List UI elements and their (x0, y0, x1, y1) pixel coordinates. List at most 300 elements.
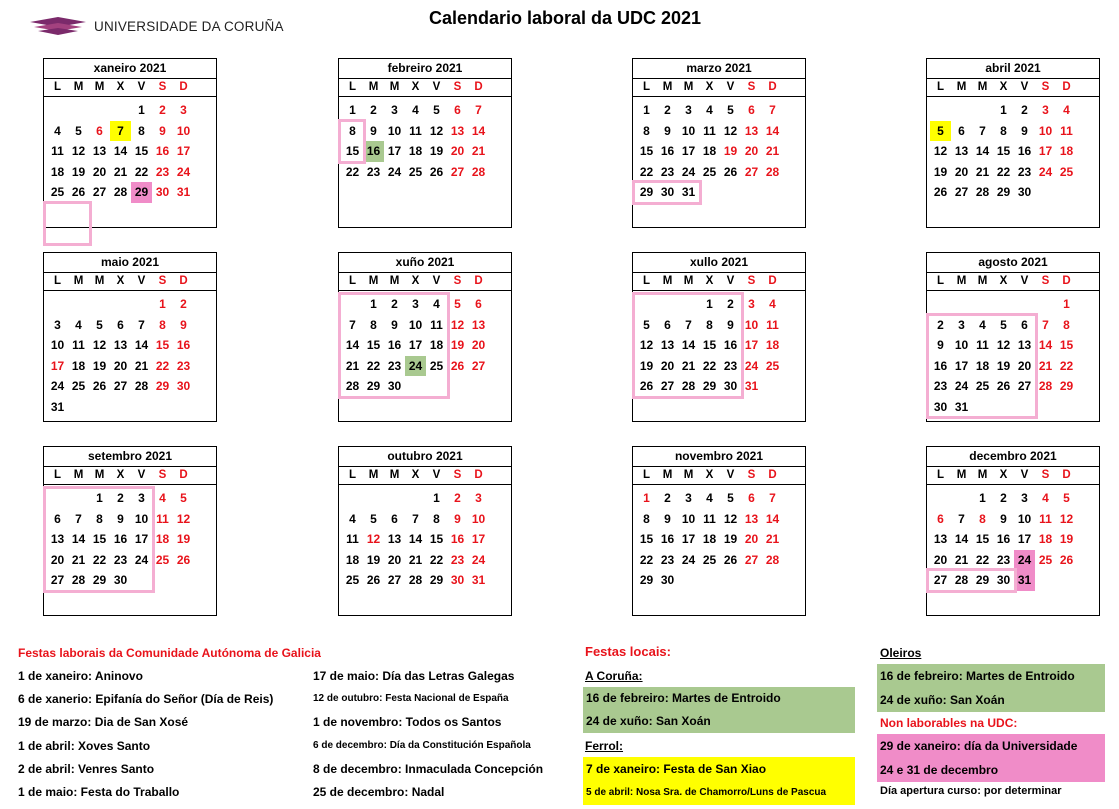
ferrol-title: Ferrol: (585, 739, 624, 753)
weekday-label: M (977, 469, 988, 481)
day-cell: 19 (996, 358, 1011, 373)
day-cell: 22 (366, 358, 381, 373)
day-cell: 29 (429, 573, 444, 587)
day-cell: 14 (1038, 338, 1053, 352)
regional-holiday-item: 6 de decembro: Día da Constitución Española (313, 740, 531, 751)
day-cell: 25 (702, 552, 717, 567)
empty-day-cell (447, 397, 468, 418)
day-cell: 18 (429, 338, 444, 352)
empty-day-cell (1056, 203, 1077, 224)
day-cell: 8 (706, 317, 713, 332)
day-cell: 9 (664, 123, 671, 138)
empty-day-cell (1035, 294, 1056, 315)
day-cell: 24 (387, 164, 402, 179)
empty-day-cell (468, 182, 489, 203)
day-cell: 2 (727, 297, 734, 311)
day-cell: 27 (954, 185, 969, 199)
day-cell: 11 (1060, 123, 1073, 138)
day-cell: 7 (75, 511, 82, 526)
day-cell: 29 (639, 573, 654, 587)
day-cell: 22 (345, 164, 360, 179)
weekday-label: L (348, 275, 357, 287)
empty-day-cell (951, 591, 972, 612)
day-cell: 25 (71, 379, 86, 393)
day-cell: 5 (370, 511, 377, 526)
day-cell: 29 (702, 379, 717, 393)
regional-holiday-item: 8 de decembro: Inmaculada Concepción (313, 762, 544, 776)
day-cell: 8 (138, 123, 145, 138)
weekday-header (927, 79, 1099, 97)
day-cell: 15 (366, 338, 381, 352)
day-cell: 17 (408, 338, 423, 352)
empty-day-cell (89, 203, 110, 224)
month-title: xullo 2021 (633, 253, 805, 273)
weekday-label: L (936, 275, 945, 287)
empty-day-cell (342, 203, 363, 224)
day-cell: 3 (180, 103, 187, 117)
empty-day-cell (426, 376, 447, 397)
day-cell: 14 (765, 123, 780, 138)
day-cell: 10 (744, 317, 759, 332)
empty-day-cell (636, 397, 657, 418)
day-cell: 6 (958, 123, 965, 138)
day-cell: 5 (643, 317, 650, 332)
empty-day-cell (68, 294, 89, 315)
day-cell: 21 (134, 358, 149, 373)
month-calendar (338, 446, 512, 616)
day-cell: 22 (1059, 358, 1074, 373)
month-calendar (338, 252, 512, 422)
empty-day-cell (951, 100, 972, 121)
weekday-label: V (137, 469, 146, 481)
day-cell: 26 (366, 573, 381, 587)
day-cell: 4 (159, 491, 166, 505)
day-cell: 8 (96, 511, 103, 526)
day-cell: 19 (639, 358, 654, 373)
day-cell: 18 (408, 144, 423, 158)
day-cell: 27 (744, 552, 759, 567)
empty-day-cell (930, 100, 951, 121)
day-cell: 25 (50, 185, 65, 199)
empty-day-cell (636, 203, 657, 224)
empty-day-cell (1035, 570, 1056, 591)
day-cell: 15 (1059, 338, 1074, 352)
weekday-label: V (432, 469, 441, 481)
weekday-label: V (1020, 469, 1029, 481)
day-cell: 22 (996, 164, 1011, 179)
empty-day-cell (47, 488, 68, 509)
day-cell: 26 (933, 185, 948, 199)
day-cell: 30 (155, 185, 170, 199)
day-cell: 12 (723, 123, 738, 138)
day-cell: 16 (363, 141, 384, 162)
day-cell: 27 (50, 573, 65, 587)
day-cell: 18 (975, 358, 990, 373)
empty-day-cell (468, 397, 489, 418)
day-cell: 28 (1038, 379, 1053, 393)
day-cell: 27 (1017, 379, 1032, 393)
day-cell: 2 (664, 103, 671, 117)
empty-day-cell (972, 203, 993, 224)
weekday-label: M (94, 469, 105, 481)
weekday-label: M (977, 81, 988, 93)
day-cell: 11 (72, 338, 85, 352)
day-cell: 12 (366, 532, 381, 546)
days-grid (44, 485, 216, 615)
weekday-label: X (705, 81, 714, 93)
day-cell: 8 (433, 511, 440, 526)
regional-holiday-item: 2 de abril: Venres Santo (18, 762, 155, 776)
day-cell: 16 (723, 338, 738, 352)
day-cell: 20 (50, 552, 65, 567)
weekday-label: S (158, 469, 167, 481)
day-cell: 10 (681, 511, 696, 526)
empty-day-cell (110, 591, 131, 612)
day-cell: 12 (176, 511, 191, 526)
empty-day-cell (47, 591, 68, 612)
empty-day-cell (152, 397, 173, 418)
day-cell: 21 (681, 358, 696, 373)
day-cell: 26 (71, 185, 86, 199)
day-cell: 11 (703, 511, 716, 526)
weekday-label: L (642, 469, 651, 481)
empty-day-cell (720, 570, 741, 591)
weekday-label: M (662, 275, 673, 287)
empty-day-cell (68, 591, 89, 612)
day-cell: 12 (1059, 511, 1074, 526)
empty-day-cell (426, 203, 447, 224)
empty-day-cell (131, 570, 152, 591)
weekday-label: D (179, 81, 188, 93)
day-cell: 1 (433, 491, 440, 505)
weekday-label: M (683, 469, 694, 481)
regional-holiday-item: 25 de decembro: Nadal (313, 785, 445, 799)
day-cell: 4 (75, 317, 82, 332)
day-cell: 16 (450, 532, 465, 546)
empty-day-cell (657, 397, 678, 418)
weekday-label: L (348, 469, 357, 481)
weekday-label: X (999, 81, 1008, 93)
day-cell: 5 (1000, 317, 1007, 332)
empty-day-cell (1056, 591, 1077, 612)
weekday-label: V (432, 275, 441, 287)
empty-day-cell (699, 591, 720, 612)
udc-nonworking-item: 24 e 31 de decembro (877, 758, 1105, 782)
weekday-label: L (642, 81, 651, 93)
empty-day-cell (110, 100, 131, 121)
weekday-label: V (432, 81, 441, 93)
month-calendar (632, 446, 806, 616)
empty-day-cell (468, 203, 489, 224)
day-cell: 2 (117, 491, 124, 505)
day-cell: 26 (429, 164, 444, 179)
coruna-holiday-item: 24 de xuño: San Xoán (583, 709, 855, 733)
day-cell: 4 (769, 297, 776, 311)
day-cell: 30 (176, 379, 191, 393)
day-cell: 23 (366, 164, 381, 179)
day-cell: 26 (450, 358, 465, 373)
day-cell: 7 (1042, 317, 1049, 332)
ferrol-holiday-item: 7 de xaneiro: Festa de San Xiao (583, 757, 855, 781)
month-calendar (43, 446, 217, 616)
weekday-label: S (747, 469, 756, 481)
weekday-label: M (73, 275, 84, 287)
day-cell: 22 (975, 552, 990, 567)
weekday-label: M (94, 275, 105, 287)
day-cell: 11 (766, 317, 779, 332)
weekday-label: V (1020, 81, 1029, 93)
weekday-label: S (747, 275, 756, 287)
weekday-label: M (94, 81, 105, 93)
day-cell: 21 (345, 358, 360, 373)
day-cell: 22 (639, 164, 654, 179)
empty-day-cell (972, 100, 993, 121)
days-grid (633, 291, 805, 421)
empty-day-cell (342, 488, 363, 509)
day-cell: 16 (176, 338, 191, 352)
empty-day-cell (68, 397, 89, 418)
day-cell: 7 (979, 123, 986, 138)
weekday-label: M (956, 275, 967, 287)
day-cell: 13 (954, 144, 969, 158)
day-cell: 11 (51, 144, 64, 158)
empty-day-cell (678, 570, 699, 591)
month-title: abril 2021 (927, 59, 1099, 79)
day-cell: 28 (113, 185, 128, 199)
day-cell: 21 (765, 144, 780, 158)
day-cell: 16 (1017, 144, 1032, 158)
day-cell: 28 (765, 164, 780, 179)
day-cell: 28 (765, 552, 780, 567)
day-cell: 9 (391, 317, 398, 332)
day-cell: 20 (92, 164, 107, 179)
day-cell: 29 (366, 379, 381, 393)
day-cell: 23 (660, 164, 675, 179)
day-cell: 1 (349, 103, 356, 117)
empty-day-cell (951, 203, 972, 224)
weekday-header (927, 273, 1099, 291)
day-cell: 18 (702, 532, 717, 546)
day-cell: 7 (769, 491, 776, 505)
regional-holidays-title: Festas laborais da Comunidade Autónoma de Galicia (18, 646, 321, 660)
day-cell: 6 (475, 297, 482, 311)
weekday-label: X (705, 275, 714, 287)
day-cell: 24 (176, 164, 191, 179)
day-cell: 12 (92, 338, 107, 352)
day-cell: 22 (134, 164, 149, 179)
month-title: febreiro 2021 (339, 59, 511, 79)
day-cell: 31 (954, 399, 969, 414)
day-cell: 21 (765, 532, 780, 546)
day-cell: 17 (50, 358, 65, 373)
day-cell: 13 (660, 338, 675, 352)
day-cell: 9 (664, 511, 671, 526)
month-title: xuño 2021 (339, 253, 511, 273)
day-cell: 26 (1059, 552, 1074, 567)
day-cell: 27 (113, 379, 128, 393)
day-cell: 10 (1017, 511, 1032, 526)
day-cell: 16 (387, 338, 402, 352)
udc-nonworking-title: Non laborables na UDC: (880, 716, 1018, 730)
day-cell: 2 (391, 297, 398, 311)
day-cell: 6 (454, 103, 461, 117)
day-cell: 29 (975, 573, 990, 587)
day-cell: 23 (933, 379, 948, 393)
day-cell: 9 (454, 511, 461, 526)
regional-holiday-item: 17 de maio: Día das Letras Galegas (313, 669, 515, 683)
month-calendar (926, 252, 1100, 422)
day-cell: 10 (408, 317, 423, 332)
day-cell: 4 (349, 511, 356, 526)
day-cell: 20 (387, 552, 402, 567)
day-cell: 21 (975, 164, 990, 179)
days-grid (339, 97, 511, 227)
day-cell: 13 (387, 532, 402, 546)
coruna-title: A Coruña: (585, 669, 643, 683)
weekday-label: X (411, 275, 420, 287)
day-cell: 2 (180, 297, 187, 311)
day-cell: 18 (155, 532, 170, 546)
day-cell: 6 (1021, 317, 1028, 332)
day-cell: 13 (471, 317, 486, 332)
day-cell: 11 (156, 511, 169, 526)
empty-day-cell (131, 203, 152, 224)
day-cell: 15 (155, 338, 170, 352)
day-cell: 23 (450, 552, 465, 567)
day-cell: 13 (744, 511, 759, 526)
empty-day-cell (1014, 294, 1035, 315)
empty-day-cell (363, 182, 384, 203)
day-cell: 15 (92, 532, 107, 546)
weekday-label: D (179, 469, 188, 481)
day-cell: 1 (643, 491, 650, 505)
day-cell: 14 (408, 532, 423, 546)
day-cell: 28 (471, 164, 486, 179)
day-cell: 22 (92, 552, 107, 567)
day-cell: 28 (345, 379, 360, 393)
empty-day-cell (993, 203, 1014, 224)
day-cell: 6 (391, 511, 398, 526)
weekday-header (633, 273, 805, 291)
empty-day-cell (720, 397, 741, 418)
weekday-label: L (53, 81, 62, 93)
day-cell: 17 (681, 532, 696, 546)
empty-day-cell (110, 397, 131, 418)
month-title: novembro 2021 (633, 447, 805, 467)
days-grid (927, 291, 1099, 421)
day-cell: 7 (349, 317, 356, 332)
udc-logo-icon (28, 16, 88, 36)
day-cell: 6 (117, 317, 124, 332)
weekday-header (339, 467, 511, 485)
day-cell: 18 (71, 358, 86, 373)
weekday-label: M (389, 275, 400, 287)
day-cell: 17 (1038, 144, 1053, 158)
day-cell: 23 (176, 358, 191, 373)
empty-day-cell (678, 591, 699, 612)
day-cell: 31 (50, 399, 65, 414)
days-grid (44, 97, 216, 227)
day-cell: 24 (681, 552, 696, 567)
day-cell: 19 (366, 552, 381, 567)
weekday-label: D (768, 469, 777, 481)
day-cell: 2 (159, 103, 166, 117)
day-cell: 28 (408, 573, 423, 587)
empty-day-cell (89, 591, 110, 612)
day-cell: 17 (1017, 532, 1032, 546)
empty-day-cell (699, 570, 720, 591)
day-cell: 29 (131, 182, 152, 203)
day-cell: 16 (933, 358, 948, 373)
day-cell: 18 (1038, 532, 1053, 546)
day-cell: 4 (706, 103, 713, 117)
empty-day-cell (993, 294, 1014, 315)
day-cell: 21 (71, 552, 86, 567)
oleiros-holiday-item: 16 de febreiro: Martes de Entroido (877, 664, 1105, 688)
day-cell: 19 (1059, 532, 1074, 546)
day-cell: 25 (1059, 164, 1074, 179)
day-cell: 29 (996, 185, 1011, 199)
day-cell: 26 (639, 379, 654, 393)
day-cell: 16 (113, 532, 128, 546)
day-cell: 20 (450, 144, 465, 158)
empty-day-cell (342, 397, 363, 418)
weekday-label: M (389, 469, 400, 481)
day-cell: 25 (408, 164, 423, 179)
weekday-label: L (53, 275, 62, 287)
weekday-label: X (116, 469, 125, 481)
day-cell: 5 (180, 491, 187, 505)
day-cell: 18 (1059, 144, 1074, 158)
day-cell: 16 (660, 144, 675, 158)
day-cell: 25 (1038, 552, 1053, 567)
day-cell: 8 (643, 511, 650, 526)
day-cell: 7 (769, 103, 776, 117)
month-title: maio 2021 (44, 253, 216, 273)
day-cell: 21 (471, 144, 486, 158)
day-cell: 2 (1021, 103, 1028, 117)
month-calendar (632, 58, 806, 228)
day-cell: 14 (345, 338, 360, 352)
day-cell: 5 (930, 121, 951, 142)
weekday-label: X (116, 81, 125, 93)
day-cell: 30 (933, 399, 948, 414)
day-cell: 5 (727, 491, 734, 505)
empty-day-cell (363, 397, 384, 418)
day-cell: 11 (703, 123, 716, 138)
day-cell: 4 (1042, 491, 1049, 505)
day-cell: 9 (159, 123, 166, 138)
day-cell: 18 (345, 552, 360, 567)
udc-nonworking-item: 29 de xaneiro: día da Universidade (877, 734, 1105, 758)
day-cell: 14 (765, 511, 780, 526)
empty-day-cell (741, 182, 762, 203)
day-cell: 17 (387, 144, 402, 158)
days-grid (339, 485, 511, 615)
empty-day-cell (110, 203, 131, 224)
day-cell: 16 (155, 144, 170, 158)
regional-holiday-item: 1 de abril: Xoves Santo (18, 739, 151, 753)
weekday-label: V (726, 469, 735, 481)
day-cell: 14 (71, 532, 86, 546)
weekday-label: V (726, 81, 735, 93)
day-cell: 20 (471, 338, 486, 352)
weekday-label: L (53, 469, 62, 481)
day-cell: 3 (412, 297, 419, 311)
day-cell: 30 (450, 573, 465, 587)
empty-day-cell (384, 397, 405, 418)
day-cell: 24 (744, 358, 759, 373)
